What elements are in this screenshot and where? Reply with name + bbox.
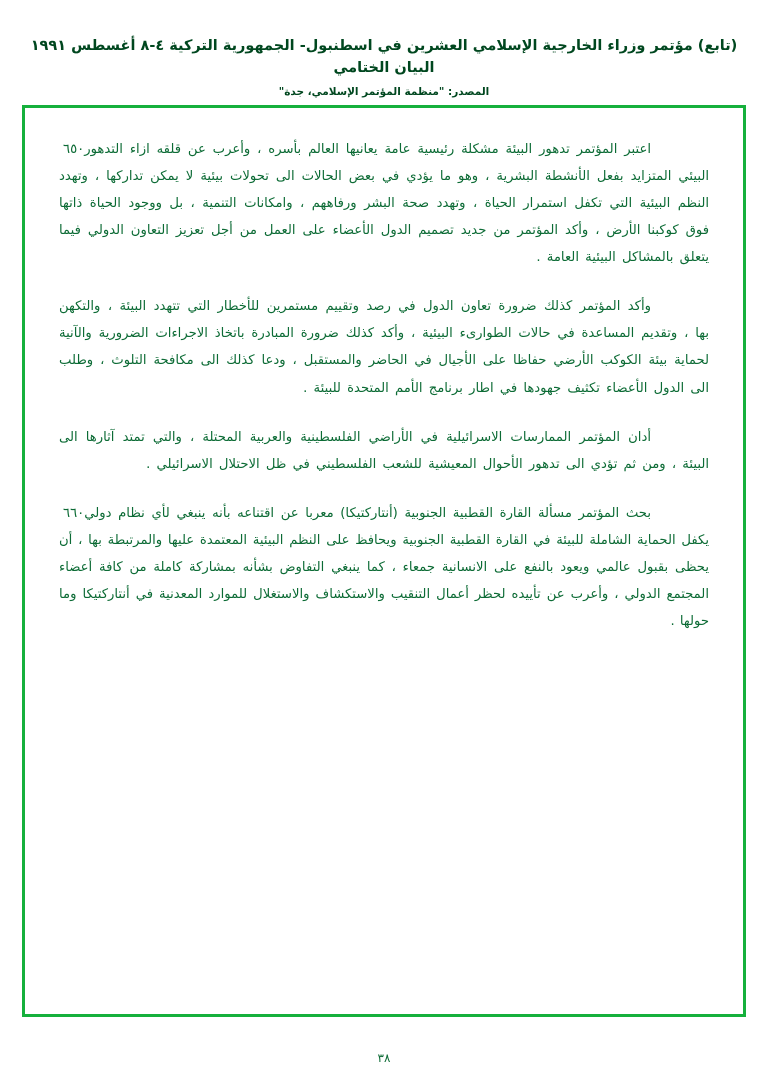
page-number: ٣٨ (377, 1051, 391, 1065)
page-footer (0, 1051, 768, 1065)
paragraph-66 (59, 500, 709, 635)
paragraph-number-66: ٦٦٠ (63, 505, 85, 521)
paragraph-israeli-practices (59, 424, 709, 478)
page-header (0, 0, 768, 98)
paragraph-text-israeli-practices: أدان المؤتمر الممارسات الاسرائيلية في الأراضي الفلسطينية والعربية المحتلة ، والتي تمتد آثارها الى البيئة ، ومن ثم تؤدي الى تدهور الأحوال المعيشية للشعب الفلسطيني في ظل الاحتلال الاسرائيلي . (59, 429, 709, 472)
document-body (25, 108, 743, 655)
header-title: (تابع) مؤتمر وزراء الخارجية الإسلامي العشرين في اسطنبول- الجمهورية التركية ٤-٨ أغسطس ١٩٩١ البيان الختامي (30, 38, 738, 76)
paragraph-text-65: اعتبر المؤتمر تدهور البيئة مشكلة رئيسية عامة يعانيها العالم بأسره ، وأعرب عن قلقه ازاء التدهور البيئي المتزايد بفعل الأنشطة البشرية ، وهو ما يؤدي في بعض الحالات الى تحولات بيئية لا يمكن تداركها ، وتهدد النظم البيئية التي تكفل استمرار الحياة ، وتهدد صحة البشر ورفاههم ، وامكانات التنمية ، بل ووجود الحياة ذاتها فوق كوكبنا الأرض ، وأكد المؤتمر من جديد تصميم الدول الأعضاء على العمل من أجل تعزيز التعاون الدولي فيما يتعلق بالمشاكل البيئية العامة . (59, 142, 709, 266)
paragraph-environment-cooperation (59, 293, 709, 401)
header-source: المصدر: "منظمة المؤتمر الإسلامي، جدة" (278, 85, 490, 98)
content-frame (22, 105, 746, 1017)
paragraph-text-66: بحث المؤتمر مسألة القارة القطبية الجنوبية (أنتاركتيكا) معربا عن اقتناعه بأنه ينبغي لأي نظام دولي يكفل الحماية الشاملة للبيئة في القارة القطبية الجنوبية ويحافظ على النظم البيئية المعتمدة عليها والمرتبطة بها ، أن يحظى بقبول عالمي ويعود بالنفع على الانسانية جمعاء ، كما ينبغي التفاوض بشأنه بمشاركة كاملة من كافة أعضاء المجتمع الدولي ، وأعرب عن تأييده لحظر أعمال التنقيب والاستكشاف والاستغلال للموارد المعدنية في أنتاركتيكا وما حولها . (59, 505, 709, 629)
paragraph-65 (59, 136, 709, 271)
paragraph-text-environment-cooperation: وأكد المؤتمر كذلك ضرورة تعاون الدول في رصد وتقييم مستمرين للأخطار التي تتهدد البيئة ، والتكهن بها ، وتقديم المساعدة في حالات الطوارىء البيئية ، وأكد كذلك ضرورة المبادرة باتخاذ الاجراءات الضرورية والآنية لحماية بيئة الكوكب الأرضي حفاظا على الأجيال في الحاضر والمستقبل ، ودعا كذلك الى مكافحة التلوث ، وطلب الى الدول الأعضاء تكثيف جهودها في اطار برنامج الأمم المتحدة للبيئة . (59, 299, 709, 396)
paragraph-number-65: ٦٥٠ (63, 142, 85, 157)
